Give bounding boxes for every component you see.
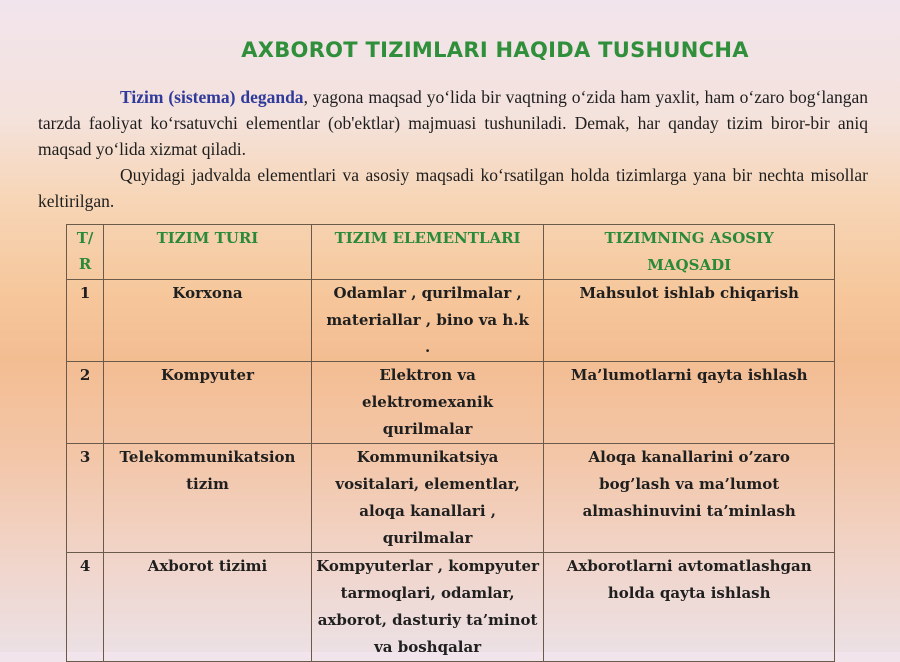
header-system-type: TIZIM TURI [104, 225, 312, 280]
intro-text [38, 84, 868, 214]
row-number: 2 [67, 362, 104, 444]
row-system-elements: Kommunikatsiya vositalari, elementlar, aloqa kanallari , qurilmalar [311, 444, 544, 553]
header-number: T/ R [67, 225, 104, 280]
row-system-elements: Elektron va elektromexanik qurilmalar [311, 362, 544, 444]
row-system-goal: Axborotlarni avtomatlashgan holda qayta ishlash [544, 553, 835, 662]
header-system-goal: TIZIMNING ASOSIY MAQSADI [544, 225, 835, 280]
row-system-type: Axborot tizimi [104, 553, 312, 662]
row-system-goal: Aloqa kanallarini o’zaro bog’lash va ma’lumot almashinuvini ta’minlash [544, 444, 835, 553]
row-system-type: Telekommunikatsion tizim [104, 444, 312, 553]
table-row [67, 553, 835, 662]
intro-paragraph-1-text: , yagona maqsad yo‘lida bir vaqtning o‘zida ham yaxlit, ham o‘zaro bog‘langan tarzda faoliyat ko‘rsatuvchi elementlar (ob'ektlar) majmuasi tushuniladi. Demak, har qanday tizim biror-bir aniq maqsad yo‘lida xizmat qiladi. [38, 87, 868, 159]
row-system-goal: Ma’lumotlarni qayta ishlash [544, 362, 835, 444]
row-system-type: Korxona [104, 280, 312, 362]
intro-paragraph-1 [38, 84, 868, 162]
row-system-elements: Odamlar , qurilmalar , materiallar , bino va h.k . [311, 280, 544, 362]
page-title: AXBOROT TIZIMLARI HAQIDA TUSHUNCHA [241, 38, 749, 62]
table-row [67, 362, 835, 444]
row-system-elements: Kompyuterlar , kompyuter tarmoqlari, odamlar, axborot, dasturiy ta’minot va boshqalar [311, 553, 544, 662]
row-system-type: Kompyuter [104, 362, 312, 444]
row-number: 1 [67, 280, 104, 362]
header-system-elements: TIZIM ELEMENTLARI [311, 225, 544, 280]
table-header-row [67, 225, 835, 280]
row-number: 4 [67, 553, 104, 662]
intro-term: Tizim (sistema) deganda [120, 87, 304, 107]
row-system-goal: Mahsulot ishlab chiqarish [544, 280, 835, 362]
row-number: 3 [67, 444, 104, 553]
table-row [67, 444, 835, 553]
table-row [67, 280, 835, 362]
systems-table [66, 224, 835, 662]
intro-paragraph-2: Quyidagi jadvalda elementlari va asosiy maqsadi ko‘rsatilgan holda tizimlarga yana bir nechta misollar keltirilgan. [38, 165, 868, 211]
